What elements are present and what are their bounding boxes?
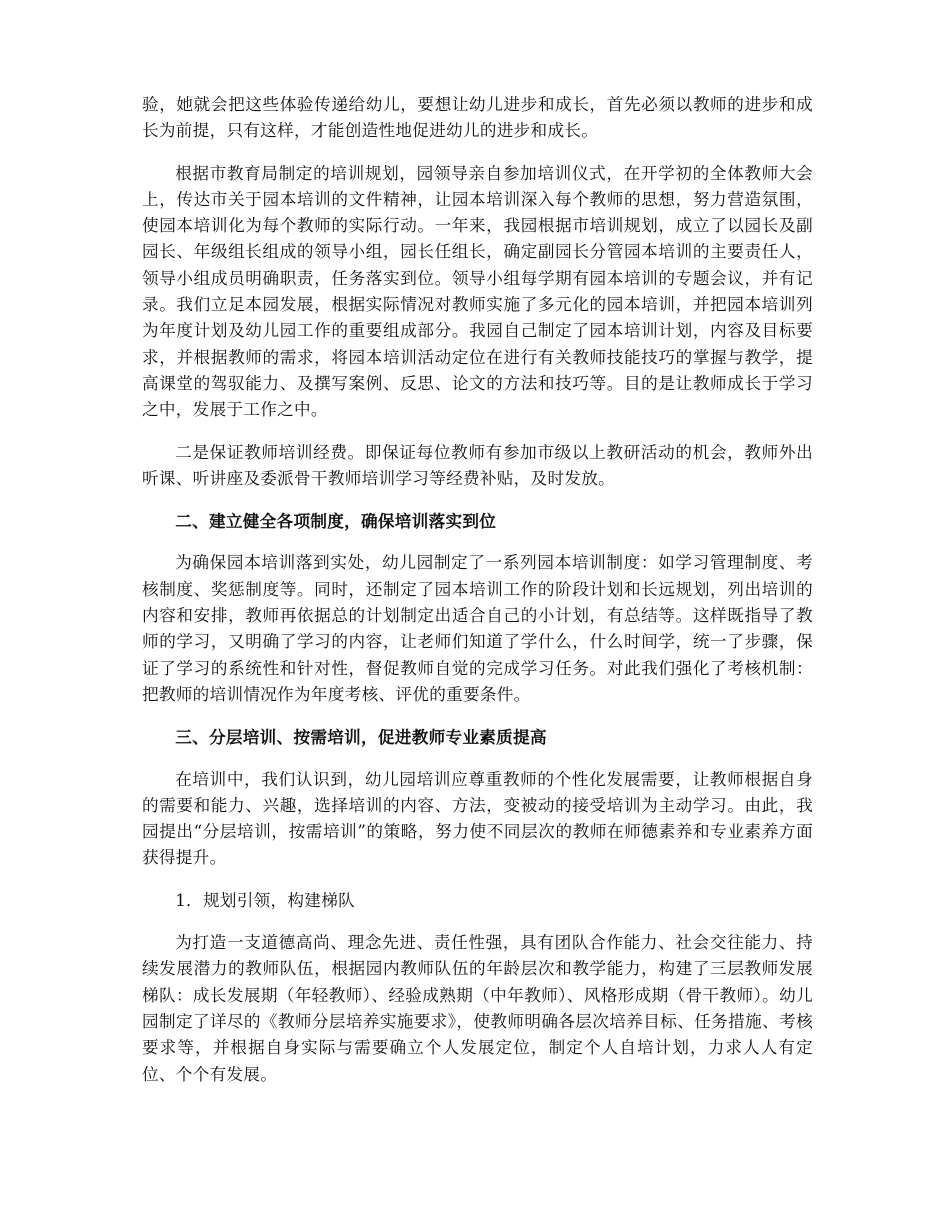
paragraph-training-plan: 根据市教育局制定的培训规划，园领导亲自参加培训仪式，在开学初的全体教师大会上，传达市关于园本培训的文件精神，让园本培训深入每个教师的思想，努力营造氛围，使园本培训化为每个教师的实际行动。一年来，我园根据市培训规划，成立了以园长及副园长、年级组长组成的领导小组，园长任组长，确定副园长分管园本培训的主要责任人，领导小组成员明确职责，任务落实到位。领导小组每学期有园本培训的专题会议，并有记录。我们立足本园发展，根据实际情况对教师实施了多元化的园本培训，并把园本培训列为年度计划及幼儿园工作的重要组成部分。我园自己制定了园本培训计划，内容及目标要求，并根据教师的需求，将园本培训活动定位在进行有关教师技能技巧的掌握与教学，提高课堂的驾驭能力、及撰写案例、反思、论文的方法和技巧等。目的是让教师成长于学习之中，发展于工作之中。 [142, 163, 813, 420]
document-page [142, 92, 813, 1088]
paragraph-systems: 为确保园本培训落到实处，幼儿园制定了一系列园本培训制度：如学习管理制度、考核制度、奖惩制度等。同时，还制定了园本培训工作的阶段计划和长远规划，列出培训的内容和安排，教师再依据总的计划制定出适合自己的小计划，有总结等。这样既指导了教师的学习，又明确了学习的内容，让老师们知道了学什么，什么时间学，统一了步骤，保证了学习的系统性和针对性，督促教师自觉的完成学习任务。对此我们强化了考核机制：把教师的培训情况作为年度考核、评优的重要条件。 [142, 553, 813, 704]
paragraph-training-funds: 二是保证教师培训经费。即保证每位教师有参加市级以上教研活动的机会，教师外出听课、听讲座及委派骨干教师培训学习等经费补贴，及时发放。 [142, 442, 813, 488]
section-heading-2: 二、建立健全各项制度，确保培训落实到位 [175, 511, 497, 532]
paragraph-layered-training: 在培训中，我们认识到，幼儿园培训应尊重教师的个性化发展需要，让教师根据自身的需要和能力、兴趣，选择培训的内容、方法，变被动的接受培训为主动学习。由此，我园提出“分层培训，按需培训”的策略，努力使不同层次的教师在师德素养和专业素养方面获得提升。 [142, 769, 813, 868]
subsection-heading-1: 1．规划引领，构建梯队 [175, 890, 355, 910]
section-heading-3: 三、分层培训、按需培训，促进教师专业素质提高 [175, 727, 547, 748]
paragraph-continued: 验，她就会把这些体验传递给幼儿，要想让幼儿进步和成长，首先必须以教师的进步和成长为前提，只有这样，才能创造性地促进幼儿的进步和成长。 [142, 95, 813, 141]
paragraph-teacher-tiers: 为打造一支道德高尚、理念先进、责任性强，具有团队合作能力、社会交往能力、持续发展潜力的教师队伍，根据园内教师队伍的年龄层次和教学能力，构建了三层教师发展梯队：成长发展期（年轻教师）、经验成熟期（中年教师）、风格形成期（骨干教师）。幼儿园制定了详尽的《教师分层培养实施要求》，使教师明确各层次培养目标、任务措施、考核要求等，并根据自身实际与需要确立个人发展定位，制定个人自培计划，力求人人有定位、个个有发展。 [142, 933, 813, 1084]
